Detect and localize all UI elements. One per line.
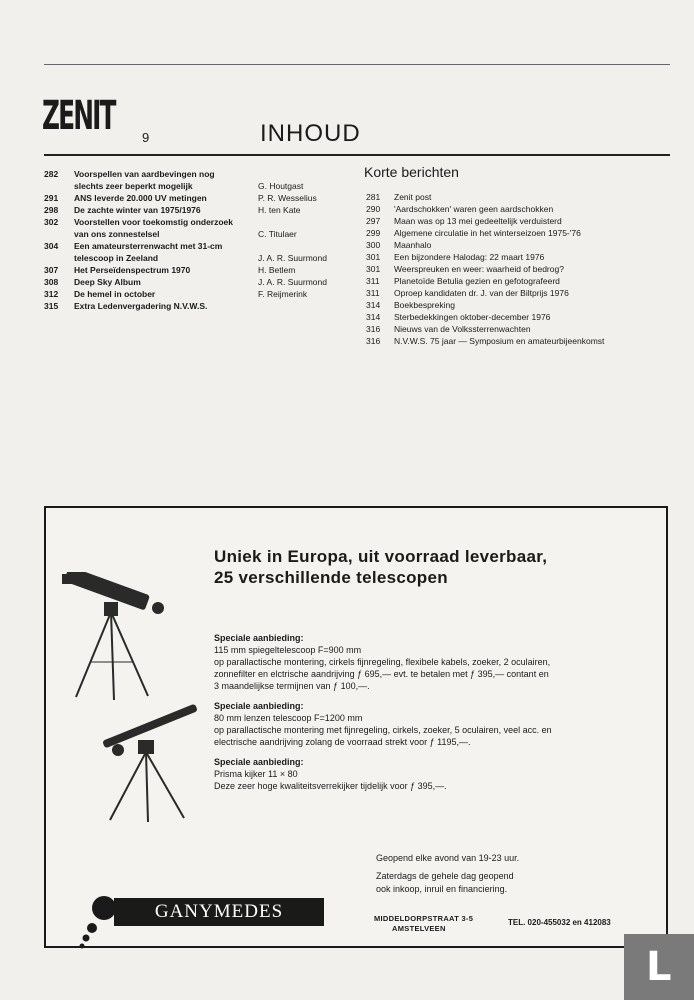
short-news-item (366, 215, 666, 227)
toc-article-title: Het Perseïdenspectrum 1970 (74, 265, 191, 275)
toc-author: G. Houtgast (258, 181, 304, 191)
hours-line1: Geopend elke avond van 19-23 uur. (376, 853, 520, 863)
hours-line2: Zaterdags de gehele dag geopend (376, 871, 514, 881)
toc-page-number: 308 (44, 277, 59, 287)
short-news-item (366, 311, 666, 323)
offer-line: 3 maandelijkse termijnen van ƒ 100,—. (214, 681, 370, 691)
offer-line: op parallactische montering met fijnregeling, cirkels, zoeker, 5 oculairen, veel acc. en (214, 725, 552, 735)
issue-number: 9 (142, 130, 150, 145)
top-divider (44, 64, 670, 65)
toc-row (44, 180, 354, 192)
toc-article-title: ANS leverde 20.000 UV metingen (74, 193, 207, 203)
short-news-page: 301 (366, 264, 381, 274)
offer-title: Speciale aanbieding: (214, 633, 304, 643)
korte-berichten-heading: Korte berichten (364, 164, 459, 180)
toc-article-title: Voorstellen voor toekomstig onderzoek (74, 217, 234, 227)
short-news-list (366, 191, 666, 347)
toc-row (44, 252, 354, 264)
short-news-item (366, 263, 666, 275)
zenit-logo: ZENIT (42, 93, 115, 139)
short-news-item (366, 323, 666, 335)
offer-title: Speciale aanbieding: (214, 701, 304, 711)
toc-page-number: 282 (44, 169, 59, 179)
ad-headline (214, 546, 547, 588)
short-news-page: 311 (366, 276, 380, 286)
short-news-title: Weerspreuken en weer: waarheid of bedrog? (394, 264, 564, 274)
offers-block (214, 632, 634, 800)
toc-article-title: slechts zeer beperkt mogelijk (74, 181, 193, 191)
toc-page-number: 302 (44, 217, 59, 227)
offer-line: electrische aandrijving zolang de voorraad strekt voor ƒ 1195,—. (214, 737, 471, 747)
short-news-title: Planetoïde Betulia gezien en gefotografeerd (394, 276, 560, 286)
toc-author: F. Reijmerink (258, 289, 308, 299)
short-news-item (366, 239, 666, 251)
short-news-title: Zenit post (394, 192, 432, 202)
short-news-page: 314 (366, 312, 381, 322)
toc-author: P. R. Wesselius (258, 193, 317, 203)
toc-article-title: De hemel in october (74, 289, 156, 299)
short-news-page: 297 (366, 216, 381, 226)
short-news-item (366, 191, 666, 203)
address-line2: AMSTELVEEN (392, 924, 446, 933)
toc-row (44, 288, 354, 300)
short-news-title: N.V.W.S. 75 jaar — Symposium en amateurbijeenkomst (394, 336, 605, 346)
short-news-page: 316 (366, 336, 381, 346)
toc-page-number: 312 (44, 289, 59, 299)
toc-author: J. A. R. Suurmond (258, 277, 327, 287)
address-line1: MIDDELDORPSTRAAT 3-5 (374, 914, 474, 923)
toc-row (44, 300, 354, 312)
ganymedes-advertisement (44, 506, 668, 948)
short-news-item (366, 251, 666, 263)
toc-page-number (44, 228, 74, 240)
toc-page-number: 304 (44, 241, 59, 251)
short-news-title: Sterbedekkingen oktober-december 1976 (394, 312, 551, 322)
toc-row (44, 228, 354, 240)
short-news-page: 301 (366, 252, 381, 262)
short-news-title: Maanhalo (394, 240, 432, 250)
toc-page-number: 315 (44, 301, 59, 311)
short-news-item (366, 287, 666, 299)
toc-page-number (44, 252, 74, 264)
header-rule (44, 154, 670, 156)
toc-article-title: van ons zonnestelsel (74, 229, 160, 239)
toc-article-title: Extra Ledenvergadering N.V.W.S. (74, 301, 208, 311)
toc-article-title: telescoop in Zeeland (74, 253, 159, 263)
short-news-item (366, 335, 666, 347)
ad-headline-line1: Uniek in Europa, uit voorraad leverbaar, (214, 547, 548, 566)
toc-page-number: 307 (44, 265, 59, 275)
short-news-item (366, 227, 666, 239)
toc-article-title: Deep Sky Album (74, 277, 141, 287)
ad-headline-line2: 25 verschillende telescopen (214, 568, 448, 587)
short-news-item (366, 299, 666, 311)
table-of-contents (44, 168, 354, 312)
planet-dots-logo (76, 894, 116, 954)
ganymedes-brand: GANYMEDES (114, 898, 324, 926)
toc-article-title: Voorspellen van aardbevingen nog (74, 169, 215, 179)
toc-page-number: 291 (44, 193, 59, 203)
short-news-item (366, 275, 666, 287)
toc-row (44, 264, 354, 276)
short-news-item (366, 203, 666, 215)
offer-title: Speciale aanbieding: (214, 757, 304, 767)
offer-line: zonnefilter en elctrische aandrijving ƒ 695,— evt. te betalen met ƒ 395,— contant en (214, 669, 549, 679)
toc-row (44, 204, 354, 216)
toc-author: J. A. R. Suurmond (258, 253, 327, 263)
short-news-title: 'Aardschokken' waren geen aardschokken (394, 204, 554, 214)
reflector-telescope-illustration (56, 572, 166, 702)
toc-row (44, 192, 354, 204)
opening-hours (376, 852, 519, 896)
toc-page-number: 298 (44, 205, 59, 215)
short-news-page: 314 (366, 300, 381, 310)
short-news-title: Oproep kandidaten dr. J. van der Biltprijs 1976 (394, 288, 569, 298)
short-news-title: Een bijzondere Halodag: 22 maart 1976 (394, 252, 545, 262)
toc-page-number (44, 180, 74, 192)
toc-row (44, 216, 354, 228)
short-news-title: Boekbespreking (394, 300, 455, 310)
short-news-page: 281 (366, 192, 381, 202)
hours-line3: ook inkoop, inruil en financiering. (376, 884, 508, 894)
offer-line: Deze zeer hoge kwaliteitsverrekijker tijdelijk voor ƒ 395,—. (214, 781, 447, 791)
toc-article-title: De zachte winter van 1975/1976 (74, 205, 201, 215)
toc-author: C. Titulaer (258, 229, 297, 239)
short-news-page: 299 (366, 228, 381, 238)
toc-row (44, 276, 354, 288)
offer-line: op parallactische montering, cirkels fijnregeling, flexibele kabels, zoeker, 2 oculairen, (214, 657, 551, 667)
catalog-badge (624, 934, 694, 1000)
offer-line: 80 mm lenzen telescoop F=1200 mm (214, 713, 363, 723)
offer-line: 115 mm spiegeltelescoop F=900 mm (214, 645, 362, 655)
short-news-page: 316 (366, 324, 381, 334)
short-news-title: Maan was op 13 mei gedeeltelijk verduisterd (394, 216, 562, 226)
catalog-badge-letter: L (646, 944, 672, 990)
toc-article-title: Een amateursterrenwacht met 31-cm (74, 241, 223, 251)
telephone: TEL. 020-455032 en 412083 (508, 918, 611, 927)
offer-line: Prisma kijker 11 × 80 (214, 769, 298, 779)
contents-title: INHOUD (260, 120, 361, 147)
shop-address (374, 914, 473, 934)
short-news-page: 290 (366, 204, 381, 214)
short-news-page: 300 (366, 240, 381, 250)
toc-author: H. Betlem (258, 265, 296, 275)
toc-row (44, 168, 354, 180)
toc-author: H. ten Kate (258, 205, 301, 215)
refractor-telescope-illustration (96, 704, 206, 824)
short-news-title: Algemene circulatie in het winterseizoen 1975-'76 (394, 228, 581, 238)
short-news-page: 311 (366, 288, 380, 298)
toc-row (44, 240, 354, 252)
short-news-title: Nieuws van de Volkssterrenwachten (394, 324, 531, 334)
